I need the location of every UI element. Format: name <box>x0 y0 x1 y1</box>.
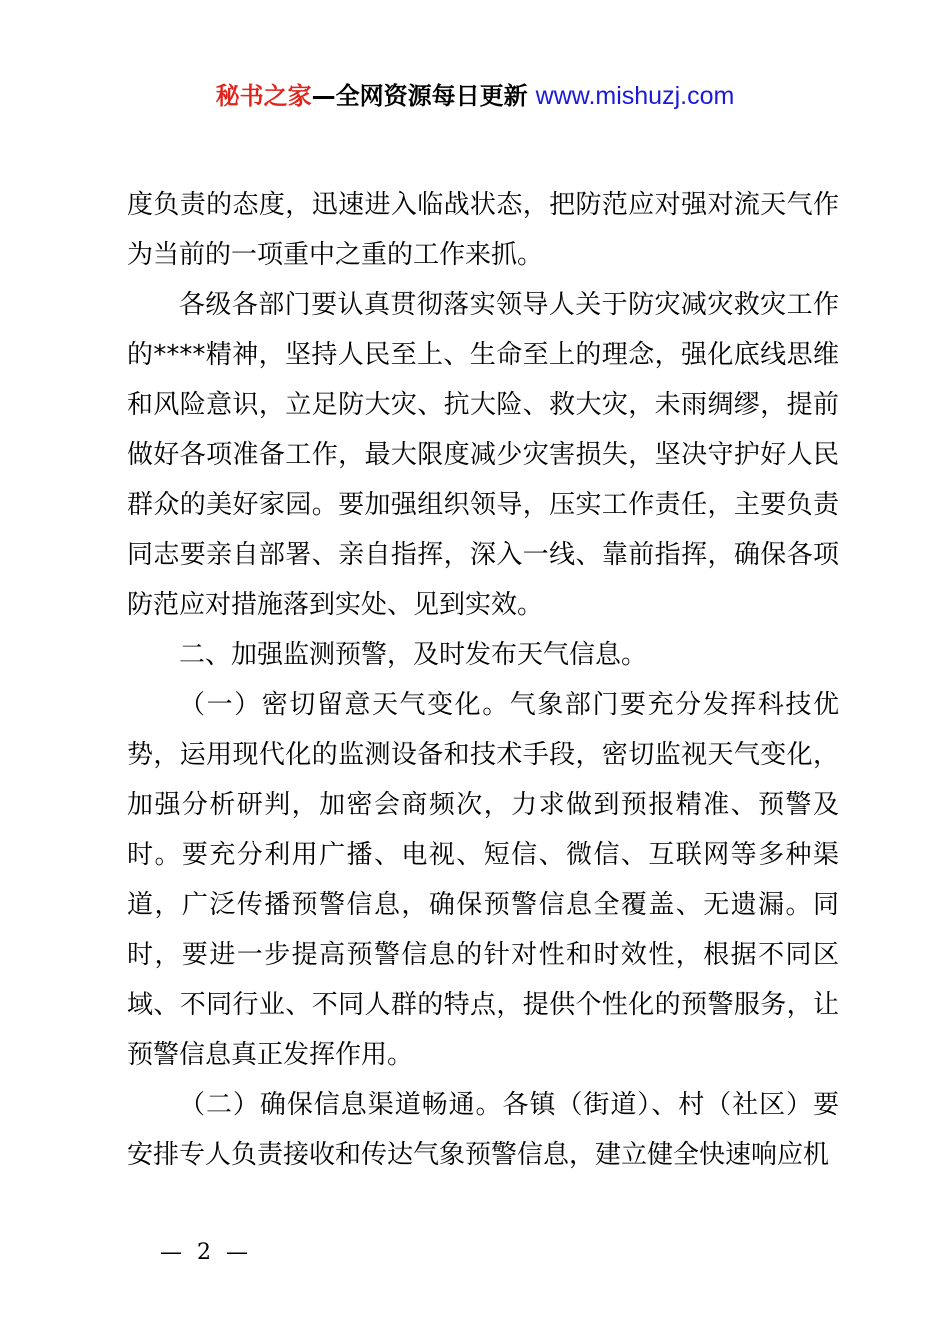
page-number: — 2 — <box>160 1240 252 1265</box>
paragraph: （一）密切留意天气变化。气象部门要充分发挥科技优势，运用现代化的监测设备和技术手段，密切监视天气变化，加强分析研判，加密会商频次，力求做到预报精准、预警及时。要充分利用广播、电视、短信、微信、互联网等多种渠道，广泛传播预警信息，确保预警信息全覆盖、无遗漏。同时，要进一步提高预警信息的针对性和时效性，根据不同区域、不同行业、不同人群的特点，提供个性化的预警服务，让预警信息真正发挥作用。 <box>127 690 839 1070</box>
document-body <box>127 180 839 1180</box>
section-heading: 二、加强监测预警，及时发布天气信息。 <box>179 640 648 670</box>
paragraph: 各级各部门要认真贯彻落实领导人关于防灾减灾救灾工作的****精神，坚持人民至上、生命至上的理念，强化底线思维和风险意识，立足防大灾、抗大险、救大灾，未雨绸缪，提前做好各项准备工作，最大限度减少灾害损失，坚决守护好人民群众的美好家园。要加强组织领导，压实工作责任，主要负责同志要亲自部署、亲自指挥，深入一线、靠前指挥，确保各项防范应对措施落到实处、见到实效。 <box>127 290 839 620</box>
site-header <box>0 80 950 112</box>
site-url-link[interactable]: www.mishuzj.com <box>535 82 735 110</box>
paragraph-continued: 度负责的态度，迅速进入临战状态，把防范应对强对流天气作为当前的一项重中之重的工作来抓。 <box>127 190 839 270</box>
site-tagline: —全网资源每日更新 <box>311 82 528 110</box>
paragraph: （二）确保信息渠道畅通。各镇（街道）、村（社区）要安排专人负责接收和传达气象预警信息，建立健全快速响应机 <box>127 1090 839 1170</box>
site-brand: 秘书之家 <box>215 82 312 110</box>
